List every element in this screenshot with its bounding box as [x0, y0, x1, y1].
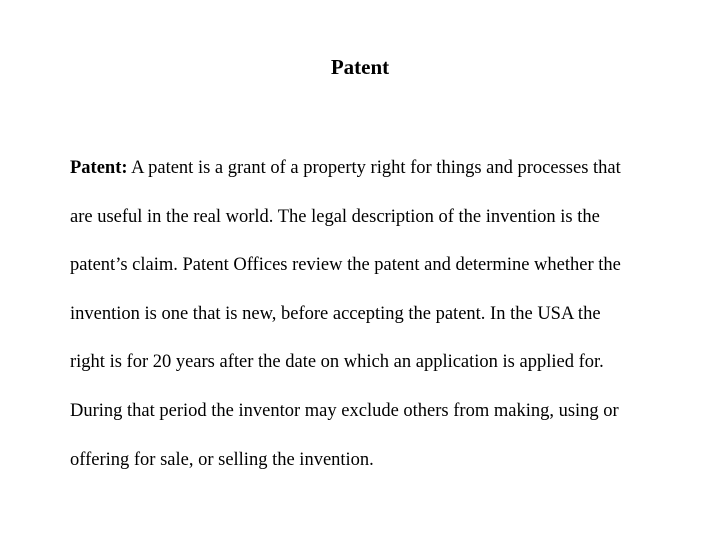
paragraph-line-4: invention is one that is new, before accepting the patent. In the USA the — [70, 303, 601, 324]
paragraph-line-1 — [70, 144, 690, 193]
definition-paragraph — [70, 144, 690, 484]
paragraph-line-2: are useful in the real world. The legal description of the invention is the — [70, 206, 600, 227]
paragraph-line-3: patent’s claim. Patent Offices review the patent and determine whether the — [70, 255, 621, 276]
slide-title: Patent — [330, 55, 390, 79]
paragraph-line-5: right is for 20 years after the date on which an application is applied for. — [70, 352, 604, 373]
paragraph-line-6: During that period the inventor may exclude others from making, using or — [70, 400, 619, 421]
line-1-text: A patent is a grant of a property right for things and processes that — [127, 158, 621, 178]
defined-term: Patent: — [70, 158, 128, 178]
paragraph-line-7: offering for sale, or selling the invention. — [70, 449, 374, 470]
